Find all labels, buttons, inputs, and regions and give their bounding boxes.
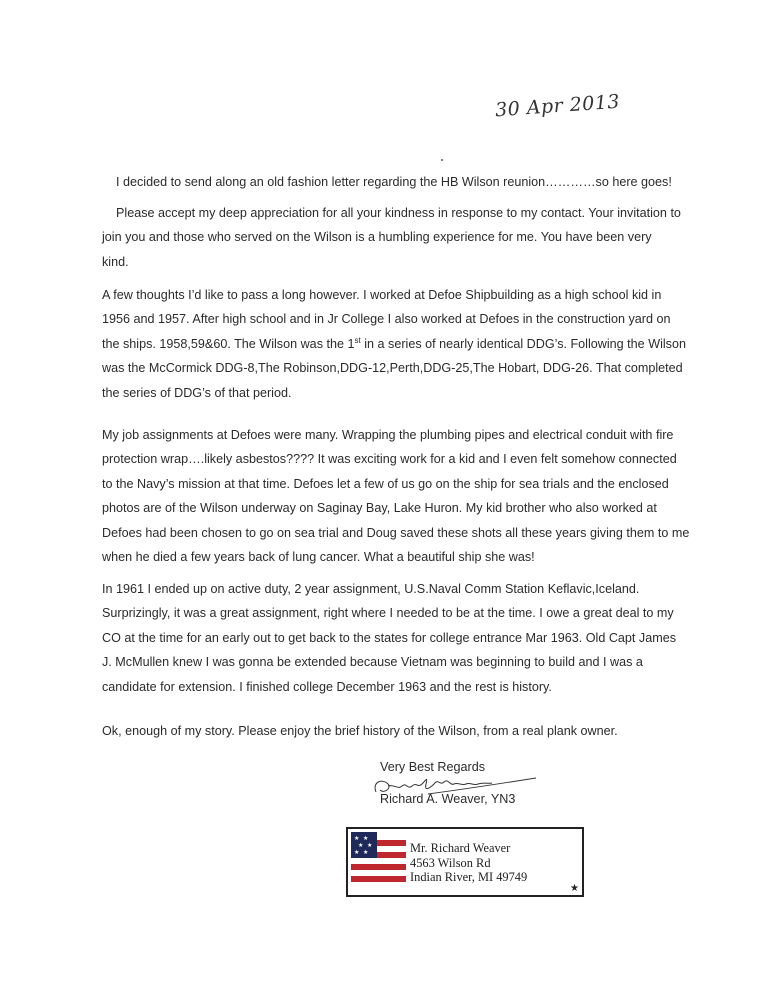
text-fragment: the ships. 1958,59&60. The Wilson was the 1 — [102, 336, 355, 351]
text-line: Please accept my deep appreciation for all your kindness in response to my contact. Your invitation to — [116, 206, 681, 220]
svg-text:★: ★ — [354, 835, 360, 842]
star-icon: ★ — [570, 883, 579, 894]
paragraph-1 — [102, 170, 732, 194]
text-line: photos are of the Wilson underway on Saginay Bay, Lake Huron. My kid brother who also worked at — [102, 501, 657, 516]
handwritten-date: 30 Apr 2013 — [494, 90, 621, 122]
text-line: was the McCormick DDG-8,The Robinson,DDG-12,Perth,DDG-25,The Hobart, DDG-26. That completed — [102, 361, 683, 376]
address-label — [346, 827, 584, 897]
text-line: to the Navy’s mission at that time. Defoes let a few of us go on the ship for sea trials and the enclosed — [102, 476, 669, 491]
text-line-with-superscript — [102, 332, 732, 356]
text-line: the series of DDG’s of that period. — [102, 385, 292, 400]
text-line: Ok, enough of my story. Please enjoy the brief history of the Wilson, from a real plank owner. — [102, 724, 618, 738]
svg-text:★: ★ — [367, 842, 373, 849]
svg-text:★: ★ — [354, 849, 360, 856]
text-line: My job assignments at Defoes were many. Wrapping the plumbing pipes and electrical conduit with fire — [102, 428, 674, 442]
mailing-address — [410, 841, 527, 885]
paragraph-6 — [102, 719, 732, 743]
text-fragment: in a series of nearly identical DDG’s. Following the Wilson — [360, 336, 686, 351]
svg-text:★: ★ — [363, 849, 369, 856]
text-line: I decided to send along an old fashion letter regarding the HB Wilson reunion…………so here goes! — [116, 175, 672, 189]
text-line: A few thoughts I’d like to pass a long however. I worked at Defoe Shipbuilding as a high school kid in — [102, 288, 662, 302]
text-line: Defoes had been chosen to go on sea trial and Doug saved these shots all these years giving them to me — [102, 525, 690, 540]
svg-text:★: ★ — [358, 842, 364, 849]
text-line: candidate for extension. I finished college December 1963 and the rest is history. — [102, 679, 552, 694]
paragraph-3 — [102, 283, 732, 405]
text-line: protection wrap….likely asbestos???? It was exciting work for a kid and I even felt somehow connected — [102, 452, 677, 467]
text-line: J. McMullen knew I was gonna be extended because Vietnam was beginning to build and I was a — [102, 655, 643, 670]
ink-dot — [441, 159, 443, 161]
address-name: Mr. Richard Weaver — [410, 841, 511, 855]
text-line: Surprizingly, it was a great assignment, right where I needed to be at the time. I owe a great deal to my — [102, 606, 674, 621]
american-flag-icon — [351, 832, 406, 884]
signer-name: Richard A. Weaver, YN3 — [380, 792, 516, 806]
paragraph-2 — [102, 201, 732, 274]
text-line: In 1961 I ended up on active duty, 2 year assignment, U.S.Naval Comm Station Keflavic,Iceland. — [102, 582, 640, 596]
superscript: st — [354, 335, 361, 345]
closing-salutation: Very Best Regards — [380, 760, 485, 774]
address-city: Indian River, MI 49749 — [410, 870, 528, 884]
text-line: 1956 and 1957. After high school and in Jr College I also worked at Defoes in the construction yard on — [102, 312, 671, 327]
paragraph-4 — [102, 423, 732, 569]
text-line: CO at the time for an early out to get back to the states for college entrance Mar 1963. Old Capt James — [102, 630, 677, 645]
paragraph-5 — [102, 577, 732, 699]
address-street: 4563 Wilson Rd — [410, 855, 491, 870]
text-line: join you and those who served on the Wilson is a humbling experience for me. You have been very — [102, 230, 652, 245]
text-line: when he died a few years back of lung cancer. What a beautiful ship she was! — [102, 550, 535, 565]
svg-text:★: ★ — [363, 835, 369, 842]
text-line: kind. — [102, 254, 129, 269]
